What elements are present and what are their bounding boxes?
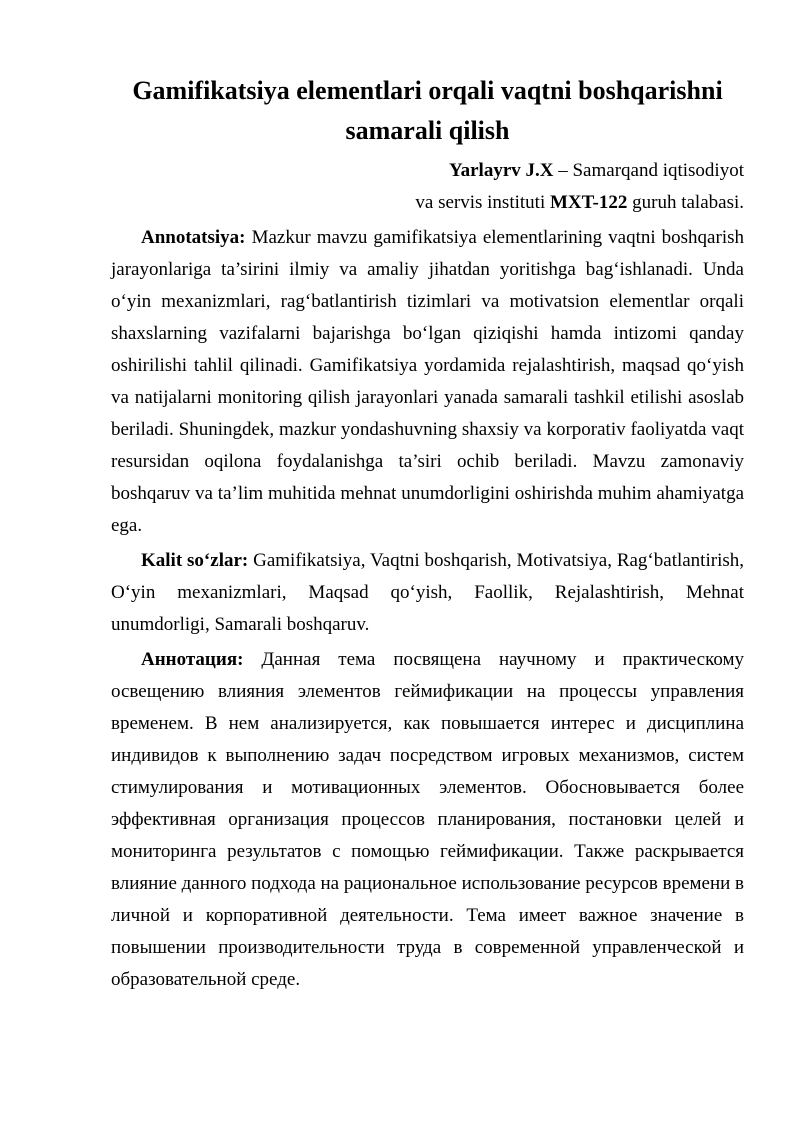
annotation-ru-text: Данная тема посвящена научному и практическому освещению влияния элементов геймификации на процессы управления временем. В нем анализируется, как повышается интерес и дисциплина индивидов к выполнению задач посредством игровых механизмов, систем стимулирования и мотивационных элементов. Обосновывается более эффективная организация процессов планирования, постановки целей и мониторинга результатов с помощью геймификации. Также раскрывается влияние данного подхода на рациональное использование ресурсов времени в личной и корпоративной деятельности. Тема имеет важное значение в повышении производительности труда в современной управленческой и образовательной среде. xyxy=(111,649,745,990)
author-name: Yarlayrv J.X xyxy=(449,160,554,181)
annotation-ru-label: Аннотация: xyxy=(141,649,244,670)
paragraph-annotatsiya xyxy=(111,222,744,542)
keywords-label: Kalit so‘zlar: xyxy=(141,550,249,571)
paragraph-annotation-ru xyxy=(111,644,744,996)
group-code: MXT-122 xyxy=(549,192,628,213)
author-byline xyxy=(111,155,744,219)
affiliation-line2: va servis instituti xyxy=(415,192,550,213)
document-title: Gamifikatsiya elementlari orqali vaqtni boshqarishni samarali qilish xyxy=(132,76,723,145)
author-affiliation: – Samarqand iqtisodiyot xyxy=(553,160,744,181)
annotatsiya-label: Annotatsiya: xyxy=(141,227,246,248)
keywords-text: Gamifikatsiya, Vaqtni boshqarish, Motivatsiya, Rag‘batlantirish, O‘yin mexanizmlari, Maqsad qo‘yish, Faollik, Rejalashtirish, Mehnat unumdorligi, Samarali boshqaruv. xyxy=(111,550,744,635)
annotatsiya-text: Mazkur mavzu gamifikatsiya elementlarining vaqtni boshqarish jarayonlariga ta’sirini ilmiy va amaliy jihatdan yoritishga bag‘ishlanadi. Unda o‘yin mexanizmlari, rag‘batlantirish tizimlari va motivatsion elementlar orqali shaxslarning vazifalarni bajarishga bo‘lgan qiziqishi hamda intizomi qanday oshirilishi tahlil qilinadi. Gamifikatsiya yordamida rejalashtirish, maqsad qo‘yish va natijalarni monitoring qilish jarayonlari yanada samarali tashkil etilishi asoslab beriladi. Shuningdek, mazkur yondashuvning shaxsiy va korporativ faoliyatda vaqt resursidan oqilona foydalanishga ta’siri ochib beriladi. Mavzu zamonaviy boshqaruv va ta’lim muhitida mehnat unumdorligini oshirishda muhim ahamiyatga ega. xyxy=(111,227,744,536)
paragraph-keywords xyxy=(111,545,744,641)
affiliation-line2-rest: guruh talabasi. xyxy=(627,192,744,213)
